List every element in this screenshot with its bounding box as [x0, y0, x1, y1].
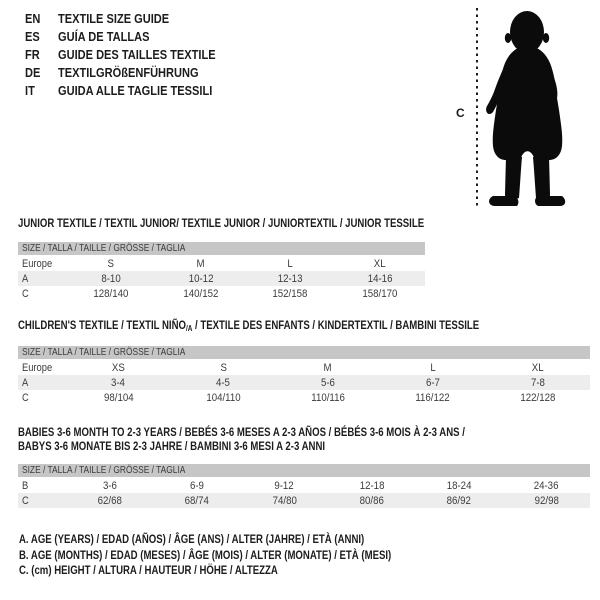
- language-row: [25, 64, 243, 82]
- cell: 18-24: [446, 479, 472, 492]
- language-title: TEXTILE SIZE GUIDE: [58, 11, 170, 26]
- cell: 68/74: [184, 494, 210, 507]
- cell: 3-4: [111, 376, 126, 389]
- cell: 24-36: [533, 479, 559, 492]
- junior-section-title: JUNIOR TEXTILE / TEXTIL JUNIOR/ TEXTILE JUNIOR / JUNIORTEXTIL / JUNIOR TESSILE: [18, 216, 425, 230]
- cell: 7-8: [530, 376, 545, 389]
- cell: 152/158: [272, 287, 308, 300]
- cell: 128/140: [93, 287, 129, 300]
- table-row: [18, 493, 590, 508]
- cell: 5-6: [320, 376, 335, 389]
- cell: S: [107, 257, 115, 270]
- cell: L: [287, 257, 294, 270]
- size-header-band: SIZE / TALLA / TAILLE / GRÖSSE / TAGLIA: [18, 346, 590, 359]
- row-label: A: [22, 376, 29, 389]
- table-row: [18, 390, 590, 405]
- cell: XL: [374, 257, 387, 270]
- cell: 74/80: [272, 494, 297, 507]
- language-row: [25, 10, 243, 28]
- legend-line: B. AGE (MONTHS) / EDAD (MESES) / ÂGE (MOIS) / ALTER (MONATE) / ETÀ (MESI): [19, 547, 392, 562]
- cell: 116/122: [415, 391, 450, 404]
- cell: 140/152: [183, 287, 219, 300]
- cell: XS: [111, 361, 125, 374]
- legend-line: C. (cm) HEIGHT / ALTURA / HAUTEUR / HÖHE / ALTEZZA: [19, 563, 278, 577]
- language-row: [25, 46, 243, 64]
- junior-size-table: [18, 242, 425, 301]
- row-label: C: [22, 287, 29, 300]
- language-list: [25, 10, 243, 100]
- language-row: [25, 28, 243, 46]
- cell: 3-6: [102, 479, 117, 492]
- cell: 92/98: [534, 494, 559, 507]
- cell: 110/116: [311, 391, 345, 404]
- table-row: [18, 375, 590, 390]
- cell: 8-10: [101, 272, 121, 285]
- size-header-band: SIZE / TALLA / TAILLE / GRÖSSE / TAGLIA: [18, 464, 590, 477]
- cell: 122/128: [520, 391, 556, 404]
- babies-section-title: BABIES 3-6 MONTH TO 2-3 YEARS / BEBÉS 3-6 MESES A 2-3 AÑOS / BÉBÉS 3-6 MOIS À 2-3 ANS / BABYS 3-6 MONATE BIS 2-3 JAHRE / BAMBINI 3-6 MESI A 2-3 ANNI: [18, 425, 465, 453]
- cell: 4-5: [216, 376, 231, 389]
- table-row: [18, 286, 425, 301]
- legend-line: A. AGE (YEARS) / EDAD (AÑOS) / ÂGE (ANS) / ALTER (JAHRE) / ETÀ (ANNI): [19, 532, 365, 546]
- cell: XL: [531, 361, 544, 374]
- language-title: GUIDA ALLE TAGLIE TESSILI: [58, 83, 213, 98]
- cell: 12-13: [277, 272, 303, 285]
- cell: 6-9: [189, 479, 204, 492]
- children-section-title: CHILDREN'S TEXTILE / TEXTIL $NIÑO_{/A}$ / TEXTILE DES ENFANTS / KINDERTEXTIL / BAMBINI TESSILE: [18, 318, 480, 333]
- table-row: [18, 256, 425, 271]
- table-row: [18, 478, 590, 493]
- table-row: [18, 271, 425, 286]
- cell: 12-18: [359, 479, 385, 492]
- table-row: [18, 360, 590, 375]
- language-row: [25, 82, 243, 100]
- cell: 6-7: [425, 376, 440, 389]
- language-title: GUIDE DES TAILLES TEXTILE: [58, 47, 216, 62]
- nino-a-subscript: /A: [185, 324, 193, 333]
- row-label: B: [22, 479, 29, 492]
- language-code: DE: [25, 65, 41, 80]
- language-code: IT: [25, 83, 35, 98]
- cell: 10-12: [188, 272, 213, 285]
- cell: 104/110: [206, 391, 241, 404]
- size-header-band: SIZE / TALLA / TAILLE / GRÖSSE / TAGLIA: [18, 242, 425, 255]
- cell: L: [430, 361, 436, 374]
- baby-silhouette-icon: [470, 0, 600, 212]
- cell: 98/104: [103, 391, 134, 404]
- cell: M: [196, 257, 205, 270]
- language-code: FR: [25, 47, 40, 62]
- cell: 62/68: [97, 494, 122, 507]
- row-label: A: [22, 272, 29, 285]
- babies-size-table: [18, 464, 590, 508]
- language-code: ES: [25, 29, 40, 44]
- language-title: TEXTILGRÖßENFÜHRUNG: [58, 65, 199, 80]
- row-label: Europe: [22, 361, 53, 374]
- row-label: Europe: [22, 257, 53, 270]
- legend: [19, 532, 484, 579]
- cell: 158/170: [362, 287, 398, 300]
- row-label: C: [22, 494, 29, 507]
- cell: 80/86: [359, 494, 384, 507]
- language-title: GUÍA DE TALLAS: [58, 29, 150, 44]
- language-code: EN: [25, 11, 41, 26]
- cell: 9-12: [274, 479, 295, 492]
- cell: 86/92: [446, 494, 472, 507]
- row-label: C: [22, 391, 29, 404]
- height-measure-label: C: [456, 106, 465, 120]
- children-size-table: [18, 346, 590, 405]
- cell: 14-16: [367, 272, 393, 285]
- cell: S: [219, 361, 227, 374]
- cell: M: [323, 361, 333, 374]
